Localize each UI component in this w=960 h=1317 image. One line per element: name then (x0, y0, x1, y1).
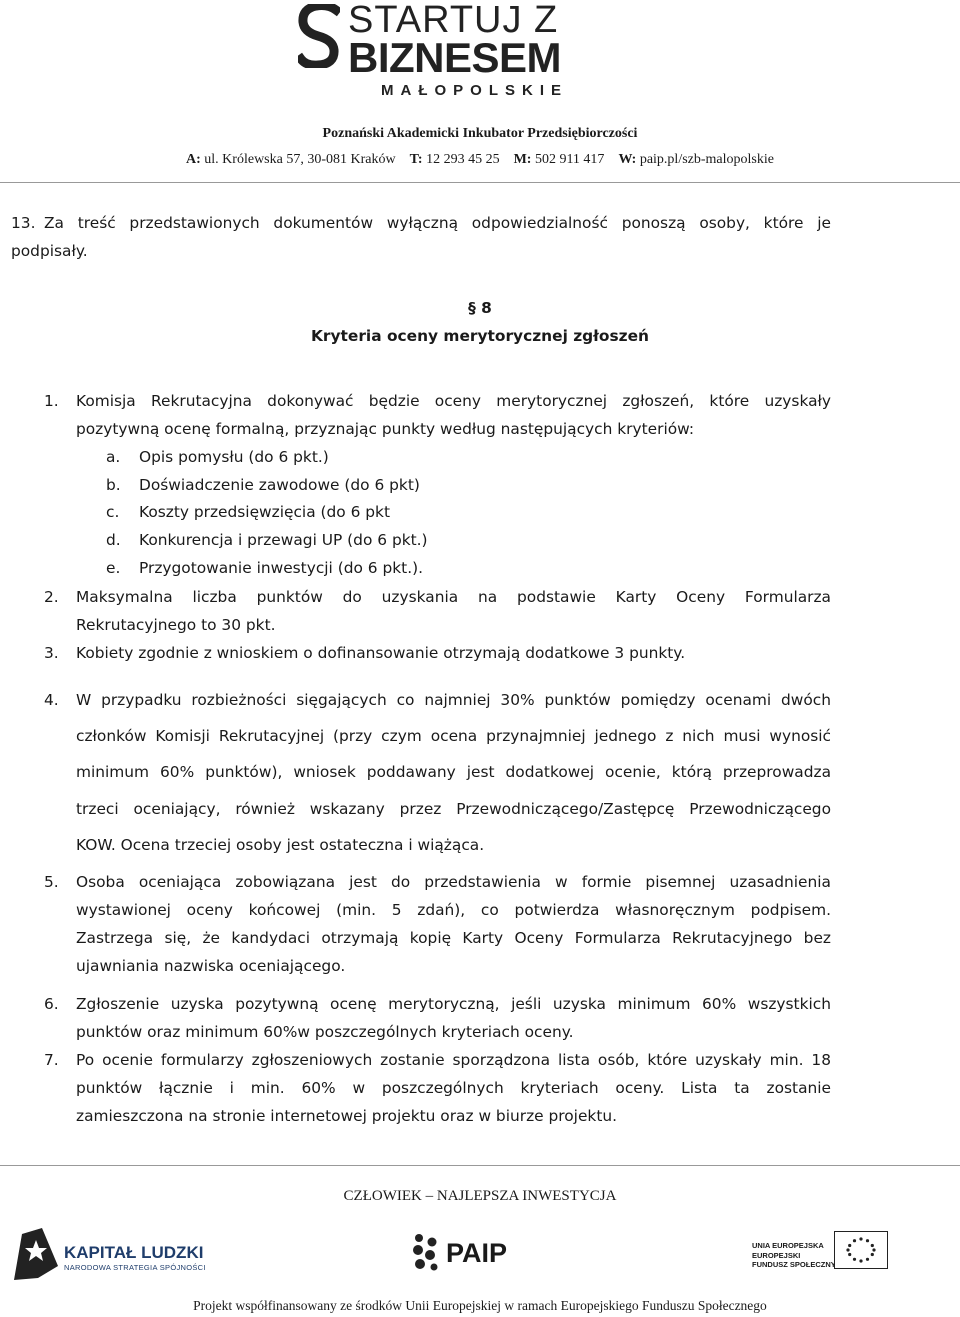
item-13-number: 13. (11, 214, 36, 232)
criterion-c-letter: c. (106, 503, 120, 521)
eu-line-2: EUROPEJSKI (752, 1250, 801, 1260)
footer-project-note: Projekt współfinansowany ze środków Unii Europejskiej w ramach Europejskiego Funduszu Społecznego (193, 1298, 767, 1313)
criterion-a-text: Opis pomysłu (do 6 pkt.) (139, 448, 329, 466)
item-5-number: 5. (44, 873, 59, 891)
incubator-name: Poznański Akademicki Inkubator Przedsiębiorczości (322, 126, 638, 141)
criterion-e-text: Przygotowanie inwestycji (do 6 pkt.). (139, 559, 423, 577)
web-label: W: (618, 152, 637, 167)
criterion-c-text: Koszty przedsięwzięcia (do 6 pkt (139, 503, 391, 521)
criterion-b-text: Doświadczenie zawodowe (do 6 pkt) (139, 476, 420, 494)
logo-region: MAŁOPOLSKIE (381, 82, 569, 99)
item-3-line-1: Kobiety zgodnie z wnioskiem o dofinansowanie otrzymają dodatkowe 3 punkty. (76, 644, 686, 662)
startuj-logo-mark (298, 4, 340, 68)
item-1-line-1: Komisja Rekrutacyjna dokonywać będzie oceny merytorycznej zgłoszeń, które uzyskały (76, 392, 831, 410)
section-title: Kryteria oceny merytorycznej zgłoszeń (311, 327, 649, 345)
item-5-line-3: Zastrzega się, że kandydaci otrzymają kopię Karty Oceny Formularza Rekrutacyjnego bez (76, 929, 831, 947)
address: ul. Królewska 57, 30-081 Kraków (204, 152, 396, 167)
phone: 12 293 45 25 (426, 152, 500, 167)
item-7-number: 7. (44, 1051, 59, 1069)
item-2-number: 2. (44, 588, 59, 606)
criterion-d-letter: d. (106, 531, 121, 549)
eu-line-3: FUNDUSZ SPOŁECZNY (752, 1260, 836, 1269)
logo-text-line1: STARTUJ Z (348, 0, 559, 41)
item-13-line-2: podpisały. (11, 242, 88, 260)
item-7-line-1: Po ocenie formularzy zgłoszeniowych zostanie sporządzona lista osób, które uzyskały min. 18 (76, 1051, 831, 1069)
eu-flag-icon (834, 1231, 888, 1269)
mobile-label: M: (513, 152, 532, 167)
criterion-e-letter: e. (106, 559, 121, 577)
kapital-ludzki-logo (64, 1243, 206, 1272)
mobile: 502 911 417 (534, 152, 605, 167)
item-1-line-2: pozytywną ocenę formalną, przyznając punkty według następujących kryteriów: (76, 420, 695, 438)
item-6-number: 6. (44, 995, 59, 1013)
kapital-ludzki-title: KAPITAŁ LUDZKI (64, 1243, 204, 1262)
contact-line (0, 152, 960, 168)
item-7-line-3: zamieszczona na stronie internetowej projektu oraz w biurze projektu. (76, 1107, 618, 1125)
footer-divider (0, 1165, 960, 1166)
item-6-line-1: Zgłoszenie uzyska pozytywną ocenę merytoryczną, jeśli uzyska minimum 60% wszystkich (76, 995, 831, 1013)
eu-line-1: UNIA EUROPEJSKA (752, 1241, 824, 1250)
item-4-line-5: KOW. Ocena trzeciej osoby jest ostateczna i wiążąca. (76, 836, 485, 854)
header-divider (0, 182, 960, 183)
item-4-line-4: trzeci oceniający, również wskazany przez Przewodniczącego/Zastępcę Przewodniczącego (76, 800, 831, 818)
item-7-line-2: punktów łącznie i min. 60% w poszczególnych kryteriach oceny. Lista ta zostanie (76, 1079, 831, 1097)
item-4-line-3: minimum 60% punktów), wniosek poddawany jest dodatkowej ocenie, którą przeprowadza (76, 763, 831, 781)
item-4-line-1: W przypadku rozbieżności sięgających co najmniej 30% punktów pomiędzy ocenami dwóch (76, 691, 831, 709)
kapital-ludzki-logo-icon (12, 1226, 60, 1282)
item-5-line-4: ujawniania nazwiska oceniającego. (76, 957, 346, 975)
item-5-line-2: wystawionej oceny końcowej (min. 5 zdań), co potwierdza własnoręcznym podpisem. (76, 901, 831, 919)
website-link[interactable]: paip.pl/szb-malopolskie (639, 152, 774, 167)
item-2-line-2: Rekrutacyjnego to 30 pkt. (76, 616, 276, 634)
criterion-b-letter: b. (106, 476, 121, 494)
paip-logo-text: PAIP (446, 1238, 508, 1268)
criterion-d-text: Konkurencja i przewagi UP (do 6 pkt.) (139, 531, 428, 549)
footer-slogan: CZŁOWIEK – NAJLEPSZA INWESTYCJA (343, 1188, 617, 1204)
item-1-number: 1. (44, 392, 59, 410)
kapital-ludzki-subtitle: NARODOWA STRATEGIA SPÓJNOŚCI (64, 1263, 206, 1272)
paip-logo-icon (410, 1232, 442, 1272)
item-4-line-2: członków Komisji Rekrutacyjnej (przy czym ocena przynajmniej jednego z nich musi wynosić (76, 727, 831, 745)
item-3-number: 3. (44, 644, 59, 662)
item-4-number: 4. (44, 691, 59, 709)
eu-logo-text (752, 1241, 836, 1270)
section-symbol: § 8 (468, 299, 492, 317)
address-label: A: (186, 152, 201, 167)
item-13-line-1: Za treść przedstawionych dokumentów wyłączną odpowiedzialność ponoszą osoby, które je (44, 214, 831, 232)
criterion-a-letter: a. (106, 448, 121, 466)
phone-label: T: (409, 152, 423, 167)
item-5-line-1: Osoba oceniająca zobowiązana jest do przedstawienia w formie pisemnej uzasadnienia (76, 873, 831, 891)
item-2-line-1: Maksymalna liczba punktów do uzyskania na podstawie Karty Oceny Formularza (76, 588, 831, 606)
logo-text-line2: BIZNESEM (348, 34, 562, 81)
item-6-line-2: punktów oraz minimum 60%w poszczególnych kryteriach oceny. (76, 1023, 574, 1041)
